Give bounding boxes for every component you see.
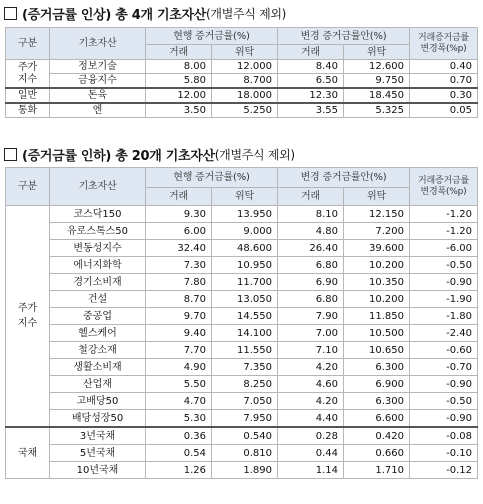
table-row [6,462,478,479]
new-consign-cell: 6.300 [344,359,410,376]
header-changed-consign: 위탁 [344,45,410,60]
new-consign-cell: 10.200 [344,257,410,274]
new-trade-cell: 6.80 [278,257,344,274]
header-current: 현행 증거금률(%) [146,168,278,188]
header-current-trade: 거래 [146,188,212,206]
table-row [6,103,478,118]
new-consign-cell: 10.350 [344,274,410,291]
new-consign-cell: 10.200 [344,291,410,308]
table-row [6,240,478,257]
asset-cell: 3년국채 [50,427,146,445]
current-trade-cell: 4.90 [146,359,212,376]
new-trade-cell: 12.30 [278,88,344,103]
current-trade-cell: 0.54 [146,445,212,462]
current-trade-cell: 5.50 [146,376,212,393]
current-trade-cell: 3.50 [146,103,212,118]
new-consign-cell: 10.650 [344,342,410,359]
header-diff: 거래증거금률 변경폭(%p) [410,168,478,206]
header-category: 구분 [6,28,50,60]
new-trade-cell: 6.50 [278,74,344,89]
new-trade-cell: 0.44 [278,445,344,462]
asset-cell: 돈육 [50,88,146,103]
new-trade-cell: 6.80 [278,291,344,308]
new-trade-cell: 7.10 [278,342,344,359]
new-consign-cell: 9.750 [344,74,410,89]
diff-cell: -0.50 [410,257,478,274]
asset-cell: 정보기술 [50,60,146,74]
new-trade-cell: 0.28 [278,427,344,445]
new-trade-cell: 1.14 [278,462,344,479]
new-consign-cell: 12.600 [344,60,410,74]
diff-cell: 0.70 [410,74,478,89]
new-consign-cell: 10.500 [344,325,410,342]
current-consign-cell: 13.050 [212,291,278,308]
table-row [6,74,478,89]
diff-cell: -0.90 [410,376,478,393]
asset-cell: 변동성지수 [50,240,146,257]
current-trade-cell: 9.30 [146,206,212,223]
asset-cell: 철강소재 [50,342,146,359]
new-consign-cell: 18.450 [344,88,410,103]
current-consign-cell: 48.600 [212,240,278,257]
header-current: 현행 증거금률(%) [146,28,278,45]
asset-cell: 중공업 [50,308,146,325]
diff-cell: -6.00 [410,240,478,257]
diff-cell: -0.90 [410,274,478,291]
section1-title [4,4,286,23]
current-trade-cell: 0.36 [146,427,212,445]
table-row [6,325,478,342]
table-row [6,223,478,240]
diff-cell: -2.40 [410,325,478,342]
header-changed-consign: 위탁 [344,188,410,206]
table-row [6,376,478,393]
current-trade-cell: 1.26 [146,462,212,479]
new-consign-cell: 6.600 [344,410,410,428]
new-trade-cell: 8.10 [278,206,344,223]
section2-title-bold: (증거금률 인하) 총 20개 기초자산 [22,149,215,164]
diff-cell: -1.20 [410,223,478,240]
diff-cell: -0.08 [410,427,478,445]
asset-cell: 10년국채 [50,462,146,479]
header-current-trade: 거래 [146,45,212,60]
current-consign-cell: 8.250 [212,376,278,393]
current-consign-cell: 11.550 [212,342,278,359]
header-diff: 거래증거금률 변경폭(%p) [410,28,478,60]
new-consign-cell: 0.660 [344,445,410,462]
asset-cell: 배당성장50 [50,410,146,428]
category-cell: 국채 [6,427,50,479]
current-consign-cell: 13.950 [212,206,278,223]
new-trade-cell: 4.80 [278,223,344,240]
current-consign-cell: 14.100 [212,325,278,342]
diff-cell: -0.70 [410,359,478,376]
table-row [6,342,478,359]
current-consign-cell: 11.700 [212,274,278,291]
diff-cell: 0.40 [410,60,478,74]
current-trade-cell: 7.30 [146,257,212,274]
header-changed: 변경 증거금률안(%) [278,168,410,188]
category-cell: 통화 [6,103,50,118]
current-consign-cell: 1.890 [212,462,278,479]
header-changed-trade: 거래 [278,45,344,60]
current-consign-cell: 18.000 [212,88,278,103]
decrease-table [5,167,478,479]
new-trade-cell: 4.20 [278,393,344,410]
header-current-consign: 위탁 [212,188,278,206]
new-consign-cell: 11.850 [344,308,410,325]
table-row [6,445,478,462]
diff-cell: -1.90 [410,291,478,308]
section1-title-bold: (증거금률 인상) 총 4개 기초자산 [22,8,207,23]
table-row [6,274,478,291]
current-trade-cell: 9.70 [146,308,212,325]
increase-table [5,27,478,118]
new-trade-cell: 26.40 [278,240,344,257]
current-consign-cell: 14.550 [212,308,278,325]
new-trade-cell: 7.00 [278,325,344,342]
asset-cell: 금융지수 [50,74,146,89]
table-row [6,60,478,74]
category-cell: 일반 [6,88,50,103]
current-trade-cell: 5.30 [146,410,212,428]
diff-cell: -0.10 [410,445,478,462]
new-trade-cell: 6.90 [278,274,344,291]
diff-cell: -0.12 [410,462,478,479]
new-consign-cell: 12.150 [344,206,410,223]
asset-cell: 코스닥150 [50,206,146,223]
new-consign-cell: 39.600 [344,240,410,257]
table-row [6,206,478,223]
current-trade-cell: 32.40 [146,240,212,257]
table-row [6,393,478,410]
asset-cell: 유로스톡스50 [50,223,146,240]
table-row [6,291,478,308]
diff-cell: 0.05 [410,103,478,118]
asset-cell: 고배당50 [50,393,146,410]
current-trade-cell: 7.70 [146,342,212,359]
new-trade-cell: 4.40 [278,410,344,428]
header-changed: 변경 증거금률안(%) [278,28,410,45]
current-consign-cell: 0.810 [212,445,278,462]
current-consign-cell: 5.250 [212,103,278,118]
diff-cell: 0.30 [410,88,478,103]
new-trade-cell: 7.90 [278,308,344,325]
diff-cell: -0.60 [410,342,478,359]
table-row [6,308,478,325]
new-trade-cell: 3.55 [278,103,344,118]
checkbox-square-icon [4,148,17,161]
current-consign-cell: 7.050 [212,393,278,410]
section2-title-note: (개별주식 제외) [214,148,295,162]
header-asset: 기초자산 [50,168,146,206]
category-cell: 주가 지수 [6,60,50,89]
current-trade-cell: 12.00 [146,88,212,103]
new-consign-cell: 0.420 [344,427,410,445]
current-consign-cell: 12.000 [212,60,278,74]
checkbox-square-icon [4,7,17,20]
current-consign-cell: 7.950 [212,410,278,428]
table-row [6,359,478,376]
current-consign-cell: 8.700 [212,74,278,89]
section2-title [4,145,295,164]
category-cell: 주가 지수 [6,206,50,428]
current-consign-cell: 0.540 [212,427,278,445]
new-consign-cell: 7.200 [344,223,410,240]
current-consign-cell: 10.950 [212,257,278,274]
current-trade-cell: 7.80 [146,274,212,291]
table-row [6,88,478,103]
new-consign-cell: 1.710 [344,462,410,479]
asset-cell: 5년국채 [50,445,146,462]
diff-cell: -0.90 [410,410,478,428]
asset-cell: 생활소비재 [50,359,146,376]
current-consign-cell: 9.000 [212,223,278,240]
current-trade-cell: 5.80 [146,74,212,89]
diff-cell: -1.80 [410,308,478,325]
header-current-consign: 위탁 [212,45,278,60]
table-row [6,427,478,445]
asset-cell: 경기소비재 [50,274,146,291]
header-changed-trade: 거래 [278,188,344,206]
new-trade-cell: 4.60 [278,376,344,393]
current-trade-cell: 8.70 [146,291,212,308]
new-consign-cell: 5.325 [344,103,410,118]
diff-cell: -0.50 [410,393,478,410]
current-trade-cell: 4.70 [146,393,212,410]
new-consign-cell: 6.300 [344,393,410,410]
asset-cell: 엔 [50,103,146,118]
table-row [6,410,478,428]
new-trade-cell: 4.20 [278,359,344,376]
header-category: 구분 [6,168,50,206]
asset-cell: 산업재 [50,376,146,393]
current-trade-cell: 8.00 [146,60,212,74]
current-trade-cell: 6.00 [146,223,212,240]
new-consign-cell: 6.900 [344,376,410,393]
asset-cell: 헬스케어 [50,325,146,342]
diff-cell: -1.20 [410,206,478,223]
asset-cell: 에너지화학 [50,257,146,274]
current-consign-cell: 7.350 [212,359,278,376]
current-trade-cell: 9.40 [146,325,212,342]
asset-cell: 건설 [50,291,146,308]
table-row [6,257,478,274]
new-trade-cell: 8.40 [278,60,344,74]
section1-title-note: (개별주식 제외) [206,7,287,21]
header-asset: 기초자산 [50,28,146,60]
